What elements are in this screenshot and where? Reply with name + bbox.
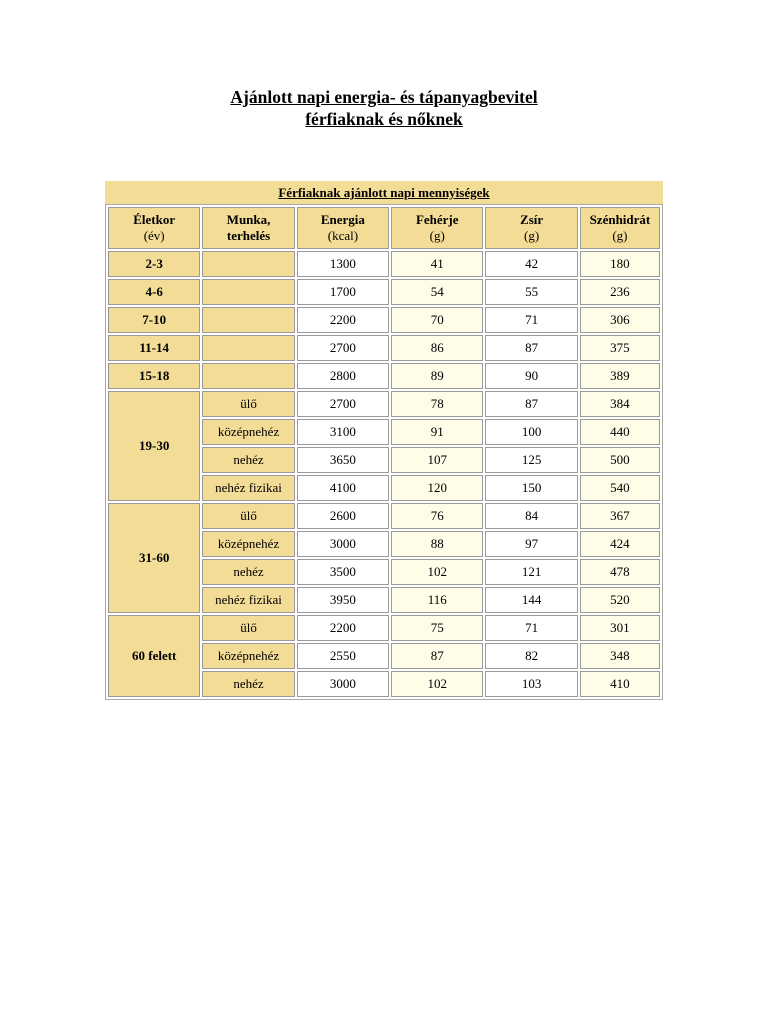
feherje-cell: 78 — [391, 391, 483, 417]
work-cell — [202, 363, 294, 389]
zsir-cell: 71 — [485, 307, 577, 333]
zsir-cell: 87 — [485, 391, 577, 417]
feherje-cell: 76 — [391, 503, 483, 529]
age-cell: 31-60 — [108, 503, 200, 613]
work-cell: nehéz fizikai — [202, 587, 294, 613]
work-cell: nehéz — [202, 447, 294, 473]
feherje-cell: 107 — [391, 447, 483, 473]
work-cell — [202, 251, 294, 277]
work-cell: középnehéz — [202, 531, 294, 557]
energia-cell: 2600 — [297, 503, 389, 529]
work-cell: ülő — [202, 503, 294, 529]
feherje-cell: 89 — [391, 363, 483, 389]
energia-cell: 3000 — [297, 531, 389, 557]
energia-cell: 3000 — [297, 671, 389, 697]
szenhidrat-cell: 540 — [580, 475, 660, 501]
energia-cell: 4100 — [297, 475, 389, 501]
zsir-cell: 71 — [485, 615, 577, 641]
feherje-cell: 88 — [391, 531, 483, 557]
work-cell: ülő — [202, 615, 294, 641]
szenhidrat-cell: 500 — [580, 447, 660, 473]
zsir-cell: 84 — [485, 503, 577, 529]
header-unit: (g) — [429, 228, 445, 243]
szenhidrat-cell: 375 — [580, 335, 660, 361]
work-cell: ülő — [202, 391, 294, 417]
szenhidrat-cell: 389 — [580, 363, 660, 389]
header-label: Zsír — [520, 212, 544, 227]
table-row — [108, 251, 660, 277]
age-cell: 19-30 — [108, 391, 200, 501]
energia-cell: 3650 — [297, 447, 389, 473]
header-cell-energia — [297, 207, 389, 249]
header-unit: (kcal) — [327, 228, 359, 243]
work-cell: nehéz — [202, 559, 294, 585]
szenhidrat-cell: 367 — [580, 503, 660, 529]
table-row — [108, 335, 660, 361]
table-row — [108, 363, 660, 389]
energia-cell: 1700 — [297, 279, 389, 305]
feherje-cell: 41 — [391, 251, 483, 277]
feherje-cell: 116 — [391, 587, 483, 613]
szenhidrat-cell: 478 — [580, 559, 660, 585]
feherje-cell: 54 — [391, 279, 483, 305]
energia-cell: 2700 — [297, 335, 389, 361]
energia-cell: 3500 — [297, 559, 389, 585]
header-cell-eletkor — [108, 207, 200, 249]
header-cell-munka — [202, 207, 294, 249]
work-cell: középnehéz — [202, 643, 294, 669]
energia-cell: 1300 — [297, 251, 389, 277]
page-title-line1: Ajánlott napi energia- és tápanyagbevitel — [230, 87, 538, 107]
zsir-cell: 97 — [485, 531, 577, 557]
table-row — [108, 307, 660, 333]
header-row — [108, 207, 660, 249]
nutrition-table — [105, 204, 663, 700]
zsir-cell: 150 — [485, 475, 577, 501]
szenhidrat-cell: 348 — [580, 643, 660, 669]
age-cell: 4-6 — [108, 279, 200, 305]
header-cell-feherje — [391, 207, 483, 249]
table-row — [108, 279, 660, 305]
zsir-cell: 90 — [485, 363, 577, 389]
work-cell — [202, 335, 294, 361]
table-row — [108, 391, 660, 417]
table-caption: Férfiaknak ajánlott napi mennyiségek — [105, 181, 663, 204]
nutrition-table-container — [105, 181, 663, 700]
szenhidrat-cell: 424 — [580, 531, 660, 557]
age-cell: 7-10 — [108, 307, 200, 333]
energia-cell: 3100 — [297, 419, 389, 445]
header-cell-zsir — [485, 207, 577, 249]
header-unit: (év) — [143, 228, 165, 243]
page-title-line2: férfiaknak és nőknek — [305, 109, 463, 129]
header-unit: terhelés — [226, 228, 271, 243]
szenhidrat-cell: 306 — [580, 307, 660, 333]
energia-cell: 2200 — [297, 307, 389, 333]
feherje-cell: 70 — [391, 307, 483, 333]
zsir-cell: 125 — [485, 447, 577, 473]
szenhidrat-cell: 180 — [580, 251, 660, 277]
header-label: Szénhidrát — [589, 212, 651, 227]
zsir-cell: 82 — [485, 643, 577, 669]
table-row — [108, 615, 660, 641]
header-label: Életkor — [133, 212, 176, 227]
zsir-cell: 87 — [485, 335, 577, 361]
work-cell: középnehéz — [202, 419, 294, 445]
header-unit: (g) — [524, 228, 540, 243]
age-cell: 2-3 — [108, 251, 200, 277]
energia-cell: 2700 — [297, 391, 389, 417]
szenhidrat-cell: 301 — [580, 615, 660, 641]
szenhidrat-cell: 520 — [580, 587, 660, 613]
feherje-cell: 86 — [391, 335, 483, 361]
zsir-cell: 42 — [485, 251, 577, 277]
feherje-cell: 102 — [391, 559, 483, 585]
age-cell: 15-18 — [108, 363, 200, 389]
szenhidrat-cell: 384 — [580, 391, 660, 417]
work-cell: nehéz fizikai — [202, 475, 294, 501]
work-cell: nehéz — [202, 671, 294, 697]
header-unit: (g) — [612, 228, 628, 243]
age-cell: 60 felett — [108, 615, 200, 697]
work-cell — [202, 279, 294, 305]
table-row — [108, 503, 660, 529]
work-cell — [202, 307, 294, 333]
energia-cell: 2550 — [297, 643, 389, 669]
szenhidrat-cell: 236 — [580, 279, 660, 305]
header-label: Fehérje — [415, 212, 459, 227]
zsir-cell: 55 — [485, 279, 577, 305]
header-label: Munka, — [226, 212, 271, 227]
zsir-cell: 144 — [485, 587, 577, 613]
header-label: Energia — [320, 212, 365, 227]
feherje-cell: 120 — [391, 475, 483, 501]
zsir-cell: 100 — [485, 419, 577, 445]
zsir-cell: 121 — [485, 559, 577, 585]
header-cell-szenhidrat — [580, 207, 660, 249]
page-title — [0, 86, 768, 130]
energia-cell: 3950 — [297, 587, 389, 613]
szenhidrat-cell: 440 — [580, 419, 660, 445]
energia-cell: 2200 — [297, 615, 389, 641]
feherje-cell: 75 — [391, 615, 483, 641]
feherje-cell: 91 — [391, 419, 483, 445]
szenhidrat-cell: 410 — [580, 671, 660, 697]
zsir-cell: 103 — [485, 671, 577, 697]
energia-cell: 2800 — [297, 363, 389, 389]
feherje-cell: 102 — [391, 671, 483, 697]
age-cell: 11-14 — [108, 335, 200, 361]
feherje-cell: 87 — [391, 643, 483, 669]
